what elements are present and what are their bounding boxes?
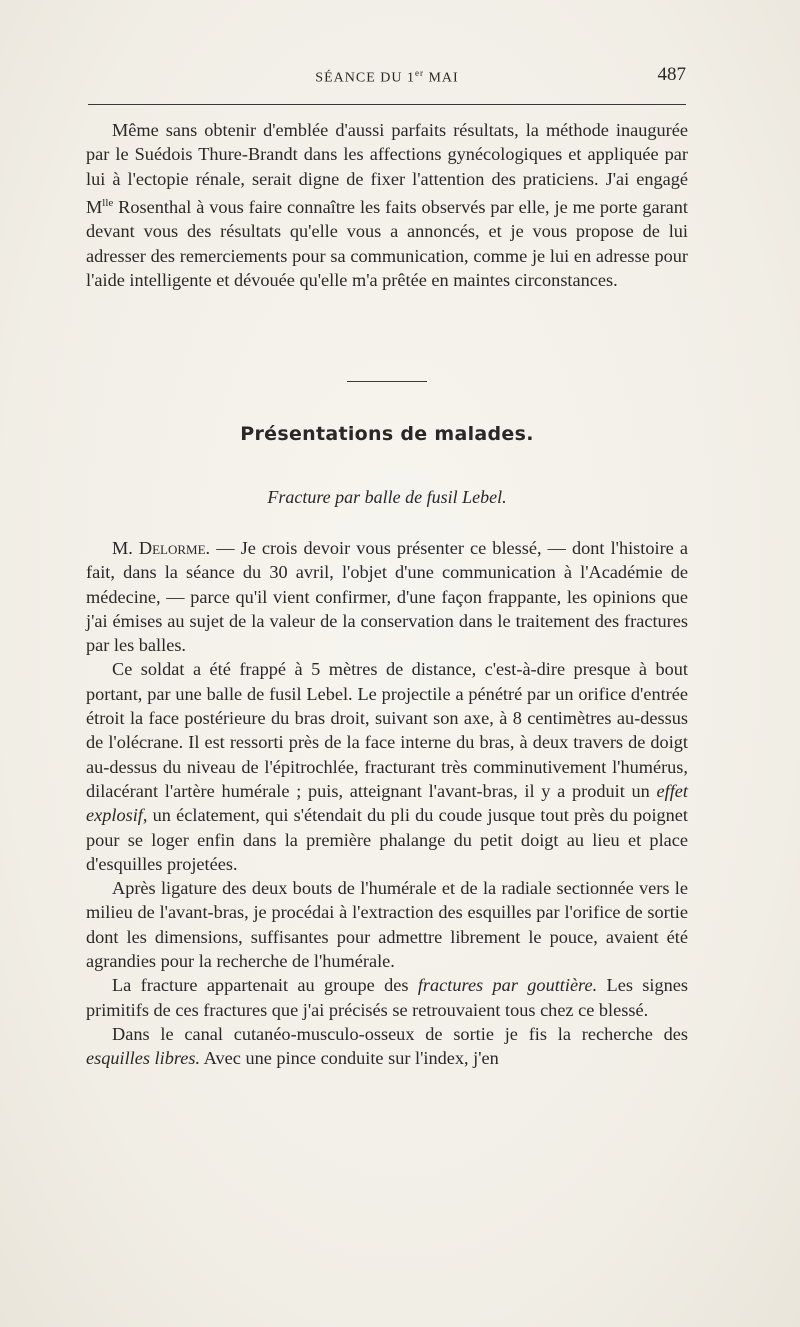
speaker-name: M. Delorme. [112,538,211,558]
body-text-main [86,536,688,1071]
page-header [88,62,686,92]
header-rule [88,104,686,105]
section-divider [347,381,427,382]
paragraph: Même sans obtenir d'emblée d'aussi parfaits résultats, la méthode inaugurée par le Suédois Thure-Brandt dans les affections gynécologiques et appliquée par lui à l'ectopie rénale, serait digne de fixer l'attention des praticiens. J'ai engagé $M^{lle}$ Rosenthal à vous faire connaître les faits observés par elle, je me porte garant devant vous des résultats qu'elle vous a annoncés, et je vous propose de lui adresser des remerciements pour sa communication, comme je lui en adresse pour l'aide intelligente et dévouée qu'elle m'a prêtée en maintes circonstances. [86,120,688,290]
paragraph: M. Delorme. — Je crois devoir vous présenter ce blessé, — dont l'histoire a fait, dans la séance du 30 avril, l'objet d'une communication à l'Académie de médecine, — parce qu'il vient confirmer, d'une façon frappante, les opinions que j'ai émises au sujet de la valeur de la conservation dans le traitement des fractures par les balles. [86,538,688,656]
paragraph: Après ligature des deux bouts de l'humérale et de la radiale sectionnée vers le milieu de l'avant-bras, je procédai à l'extraction des esquilles par l'orifice de sortie dont les dimensions, suffisantes pour admettre librement le pouce, avaient été agrandies pour la recherche de l'humérale. [86,878,688,972]
running-title: SÉANCE DU 1er MAI [315,68,459,86]
article-subheading: Fracture par balle de fusil Lebel. [267,487,507,507]
section-heading: Présentations de malades. [240,423,534,445]
paragraph: Dans le canal cutanéo-musculo-osseux de sortie je fis la recherche des esquilles libres. Avec une pince conduite sur l'index, j'en [86,1023,688,1069]
paragraph: Ce soldat a été frappé à 5 mètres de distance, c'est-à-dire presque à bout portant, par une balle de fusil Lebel. Le projectile a pénétré par un orifice d'entrée étroit la face postérieure du bras droit, suivant son axe, à 8 centimètres au-dessus de l'olécrane. Il est ressorti près de la face interne du bras, à deux travers de doigt au-dessus du niveau de l'épitrochlée, fracturant très comminutivement l'humérus, dilacérant l'artère humérale ; puis, atteignant l'avant-bras, il y a produit un effet explosif, un éclatement, qui s'étendait du pli du coude jusque tout près du poignet pour se loger enfin dans la première phalange du petit doigt au lieu et place d'esquilles projetées. [86,659,688,874]
page-number: 487 [657,64,686,85]
body-text-top [86,118,688,292]
paragraph: La fracture appartenait au groupe des fractures par gouttière. Les signes primitifs de ces fractures que j'ai précisés se retrouvaient tous chez ce blessé. [86,975,688,1020]
